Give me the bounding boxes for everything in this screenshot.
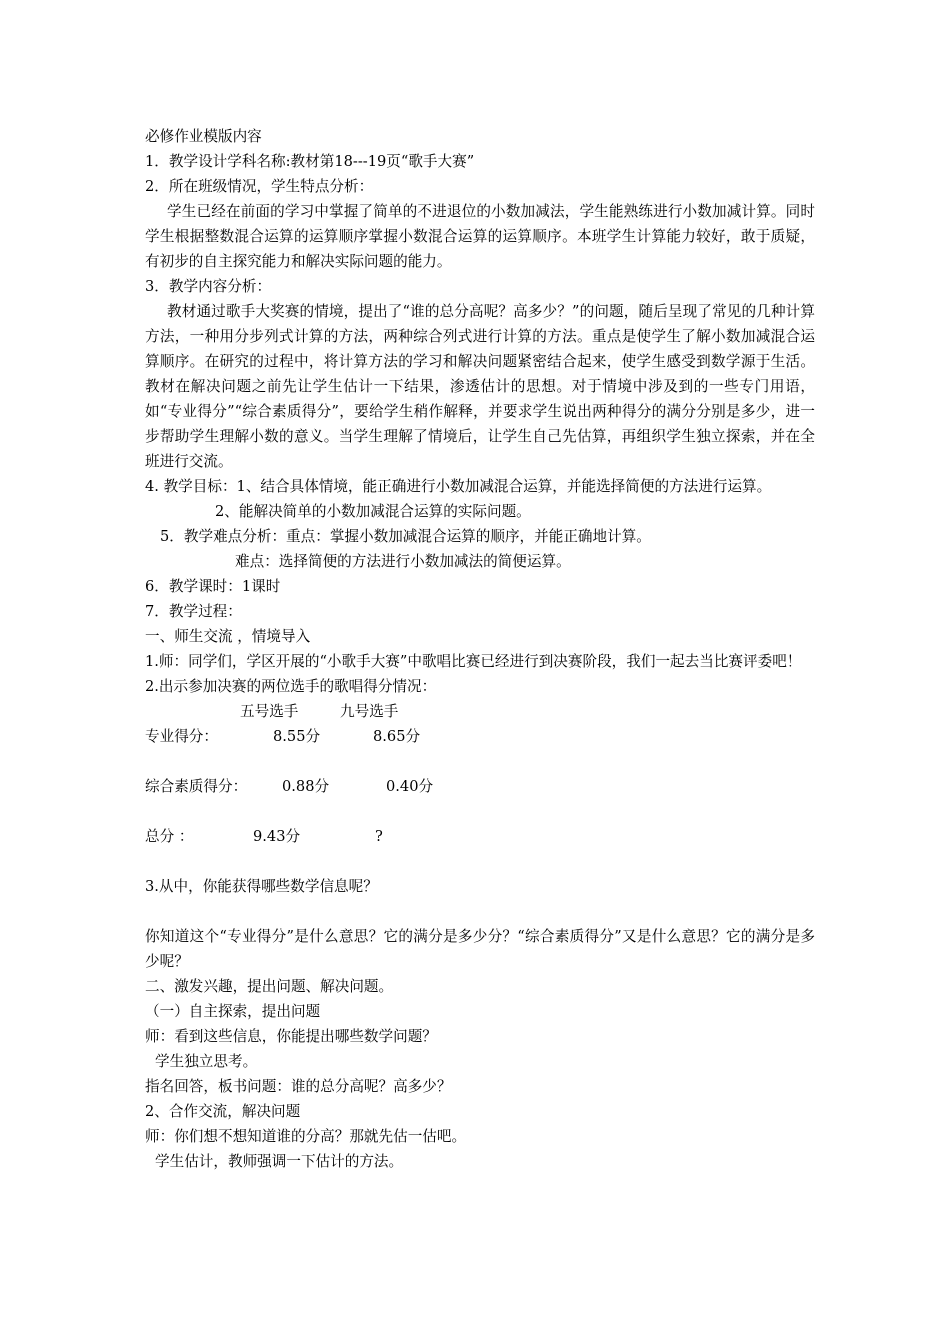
section-3-heading: 3．教学内容分析： xyxy=(145,278,272,295)
part-2-sub-1: （一）自主探索，提出问题 xyxy=(145,1003,321,1020)
score-9: ? xyxy=(375,828,383,845)
score-9: 0.40分 xyxy=(386,778,434,795)
part-1-step-2: 2.出示参加决赛的两位选手的歌唱得分情况： xyxy=(145,678,437,695)
part-2-teacher-2: 师：你们想不想知道谁的分高？那就先估一估吧。 xyxy=(145,1128,467,1145)
part-1-step-1: 1.师：同学们，学区开展的“小歌手大赛”中歌唱比赛已经进行到决赛阶段，我们一起去当比赛评委吧！ xyxy=(145,653,802,670)
part-1-heading: 一、师生交流 ，情境导入 xyxy=(145,628,311,645)
score-9: 8.65分 xyxy=(373,728,421,745)
part-2-estimate: 学生估计，教师强调一下估计的方法。 xyxy=(155,1153,404,1170)
section-6-hours: 6．教学课时：1课时 xyxy=(145,578,281,595)
row-label: 综合素质得分： xyxy=(145,778,248,795)
part-2-teacher-1: 师：看到这些信息，你能提出哪些数学问题？ xyxy=(145,1028,437,1045)
part-2-students-think: 学生独立思考。 xyxy=(155,1053,258,1070)
section-2-heading: 2．所在班级情况，学生特点分析： xyxy=(145,178,374,195)
score-5: 8.55分 xyxy=(273,728,321,745)
document-page xyxy=(145,124,815,1174)
blank-line xyxy=(145,899,815,924)
part-1-step-3: 3.从中，你能获得哪些数学信息呢？ xyxy=(145,878,378,895)
section-2-body: 学生已经在前面的学习中掌握了简单的不进退位的小数加减法，学生能熟练进行小数加减计算。同时学生根据整数混合运算的运算顺序掌握小数混合运算的运算顺序。本班学生计算能力较好，敢于质疑，有初步的自主探究能力和解决实际问题的能力。 xyxy=(145,203,815,270)
row-label: 总分 ： xyxy=(145,828,194,845)
score-table-header xyxy=(145,699,815,724)
section-1-subject: 1．教学设计学科名称:教材第18---19页“歌手大赛” xyxy=(145,153,475,170)
blank-line xyxy=(145,799,815,824)
part-2-sub-2: 2、合作交流，解决问题 xyxy=(145,1103,301,1120)
section-5-key-points: 5．教学难点分析：重点：掌握小数加减混合运算的顺序，并能正确地计算。 xyxy=(160,528,651,545)
score-row-total xyxy=(145,824,815,849)
section-4-goal-2: 2、能解决简单的小数加减混合运算的实际问题。 xyxy=(215,503,531,520)
part-1-question: 你知道这个“专业得分”是什么意思？它的满分是多少分？“综合素质得分”又是什么意思？它的满分是多少呢？ xyxy=(145,928,815,970)
score-row-professional xyxy=(145,724,815,749)
score-5: 9.43分 xyxy=(253,828,301,845)
header-player-9: 九号选手 xyxy=(340,703,399,720)
header-player-5: 五号选手 xyxy=(240,703,299,720)
row-label: 专业得分： xyxy=(145,728,218,745)
part-2-heading: 二、激发兴趣，提出问题、解决问题。 xyxy=(145,978,394,995)
score-5: 0.88分 xyxy=(282,778,330,795)
part-2-answer: 指名回答，板书问题：谁的总分高呢？高多少？ xyxy=(145,1078,452,1095)
blank-line xyxy=(145,749,815,774)
section-4-goals: 4. 教学目标：1、结合具体情境，能正确进行小数加减混合运算，并能选择简便的方法进行运算。 xyxy=(145,478,772,495)
score-row-quality xyxy=(145,774,815,799)
section-5-difficulty: 难点：选择简便的方法进行小数加减法的简便运算。 xyxy=(235,553,571,570)
doc-title: 必修作业模版内容 xyxy=(145,128,262,145)
section-7-heading: 7．教学过程： xyxy=(145,603,242,620)
blank-line xyxy=(145,849,815,874)
section-3-body: 教材通过歌手大奖赛的情境，提出了“谁的总分高呢？高多少？”的问题，随后呈现了常见的几种计算方法，一种用分步列式计算的方法，两种综合列式进行计算的方法。重点是使学生了解小数加减混合运算顺序。在研究的过程中，将计算方法的学习和解决问题紧密结合起来，使学生感受到数学源于生活。教材在解决问题之前先让学生估计一下结果，渗透估计的思想。对于情境中涉及到的一些专门用语，如“专业得分”“综合素质得分”，要给学生稍作解释，并要求学生说出两种得分的满分分别是多少，进一步帮助学生理解小数的意义。当学生理解了情境后，让学生自己先估算，再组织学生独立探索，并在全班进行交流。 xyxy=(145,303,815,470)
